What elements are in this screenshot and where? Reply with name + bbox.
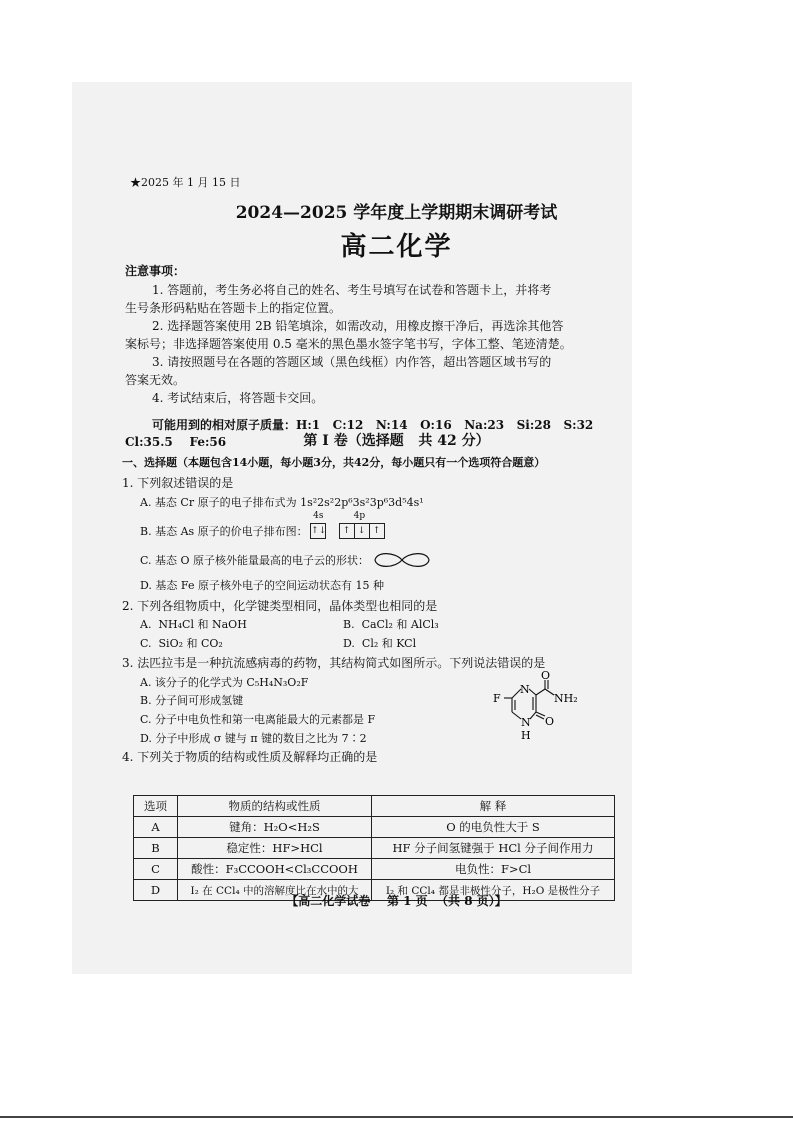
- table-cell: 键角：H₂O<H₂S: [178, 817, 372, 838]
- exam-title: 2024—2025 学年度上学期期末调研考试: [235, 203, 558, 223]
- notice-line-4: 4. 考试结束后，将答题卡交回。: [152, 391, 324, 405]
- notice-line-2b: 案标号；非选择题答案使用 0.5 毫米的黑色墨水签字笔书写，字体工整、笔迹清楚。: [125, 337, 572, 351]
- q4-table: [133, 795, 615, 901]
- q2-option-d: D. Cl₂ 和 KCl: [343, 637, 417, 650]
- orbital-4p: [340, 511, 385, 539]
- q2-option-a: A. NH₄Cl 和 NaOH: [140, 618, 247, 631]
- q3-option-a: A. 该分子的化学式为 C₅H₄N₃O₂F: [140, 676, 309, 689]
- subject-title: 高二化学: [340, 232, 453, 262]
- struct-atom-f: F: [493, 692, 501, 705]
- q3-option-d: D. 分子中形成 σ 键与 π 键的数目之比为 7∶2: [140, 732, 367, 745]
- favipiravir-structure-diagram: [490, 668, 585, 744]
- table-cell: I₂ 在 CCl₄ 中的溶解度比在水中的大: [178, 880, 372, 901]
- table-cell: I₂ 和 CCl₄ 都是非极性分子，H₂O 是极性分子: [372, 880, 615, 901]
- orbital-4s: [311, 511, 327, 539]
- struct-atom-h: H: [521, 729, 531, 742]
- q1-option-c-text: C. 基态 O 原子核外能量最高的电子云的形状：: [140, 554, 370, 567]
- orbital-4p-box-3: ↑: [369, 523, 385, 539]
- q1-stem: 1. 下列叙述错误的是: [122, 476, 234, 490]
- q3-option-c: C. 分子中电负性和第一电离能最大的元素都是 F: [140, 713, 376, 726]
- notice-line-3b: 答案无效。: [125, 373, 186, 387]
- q1-option-a-text: A. 基态 Cr 原子的电子排布式为: [140, 496, 301, 509]
- table-cell: B: [134, 838, 178, 859]
- table-cell: O 的电负性大于 S: [372, 817, 615, 838]
- q3-option-b: B. 分子间可形成氢键: [140, 694, 244, 707]
- orbital-4p-box-2: ↓: [354, 523, 370, 539]
- q4-stem: 4. 下列关于物质的结构或性质及解释均正确的是: [122, 750, 378, 764]
- table-header-cell: 选项: [134, 796, 178, 817]
- table-header-cell: 物质的结构或性质: [178, 796, 372, 817]
- orbital-4s-label: 4s: [313, 511, 324, 521]
- atomic-masses-values: H:1 C:12 N:14 O:16 Na:23 Si:28 S:32: [296, 418, 594, 432]
- table-cell: HF 分子间氢键强于 HCl 分子间作用力: [372, 838, 615, 859]
- orbital-4p-box-1: ↑: [339, 523, 355, 539]
- struct-group-nh2: NH₂: [554, 692, 578, 705]
- q2-option-b: B. CaCl₂ 和 AlCl₃: [343, 618, 439, 631]
- table-header-cell: 解 释: [372, 796, 615, 817]
- q1-option-a-config: 1s²2s²2p⁶3s²3p⁶3d⁵4s¹: [300, 496, 424, 509]
- q2-stem: 2. 下列各组物质中，化学键类型相同，晶体类型也相同的是: [122, 599, 438, 613]
- q1-option-c: [140, 550, 431, 570]
- q1-option-b-text: B. 基态 As 原子的价电子排布图：: [140, 525, 308, 538]
- orbital-4s-box: ↑↓: [310, 523, 326, 539]
- q1-option-b: [140, 511, 385, 539]
- q1-option-a: [140, 494, 424, 510]
- struct-atom-o2: O: [545, 715, 555, 728]
- part-one-title: 第 I 卷（选择题 共 42 分）: [303, 433, 490, 449]
- bottom-divider: [0, 1116, 793, 1118]
- struct-atom-o1: O: [541, 669, 551, 682]
- notice-heading: 注意事项：: [125, 264, 186, 278]
- table-cell: 酸性：F₃CCOOH<Cl₃CCOOH: [178, 859, 372, 880]
- table-cell: D: [134, 880, 178, 901]
- notice-line-3: 3. 请按照题号在各题的答题区域（黑色线框）内作答，超出答题区域书写的: [152, 355, 552, 369]
- table-cell: 电负性：F>Cl: [372, 859, 615, 880]
- q1-option-d: D. 基态 Fe 原子核外电子的空间运动状态有 15 种: [140, 579, 384, 592]
- q3-stem: 3. 法匹拉韦是一种抗流感病毒的药物，其结构简式如图所示。下列说法错误的是: [122, 656, 546, 670]
- notice-line-1: 1. 答题前，考生务必将自己的姓名、考生号填写在试卷和答题卡上，并将考: [152, 283, 552, 297]
- notice-line-1b: 生号条形码粘贴在答题卡上的指定位置。: [125, 301, 342, 315]
- table-cell: C: [134, 859, 178, 880]
- table-header-row: [134, 796, 615, 817]
- struct-atom-n2: N: [521, 716, 531, 729]
- section-instruction: 一、选择题（本题包含14小题，每小题3分，共42分，每小题只有一个选项符合题意）: [122, 456, 546, 469]
- p-orbital-dumbbell-icon: [373, 550, 431, 570]
- atomic-masses-label: 可能用到的相对原子质量：: [152, 418, 297, 432]
- atomic-masses-values-2: Cl:35.5 Fe:56: [125, 435, 227, 449]
- table-cell: 稳定性：HF>HCl: [178, 838, 372, 859]
- page-footer: 【高二化学试卷 第 1 页 （共 8 页）】: [286, 894, 507, 908]
- struct-atom-n1: N: [520, 683, 530, 696]
- notice-line-2: 2. 选择题答案使用 2B 铅笔填涂，如需改动，用橡皮擦干净后，再选涂其他答: [152, 319, 564, 333]
- table-row: [134, 838, 615, 859]
- q2-option-c: C. SiO₂ 和 CO₂: [140, 637, 223, 650]
- table-row: [134, 859, 615, 880]
- orbital-4p-label: 4p: [353, 511, 366, 521]
- table-cell: A: [134, 817, 178, 838]
- exam-date: ★2025 年 1 月 15 日: [130, 176, 241, 189]
- table-row: [134, 817, 615, 838]
